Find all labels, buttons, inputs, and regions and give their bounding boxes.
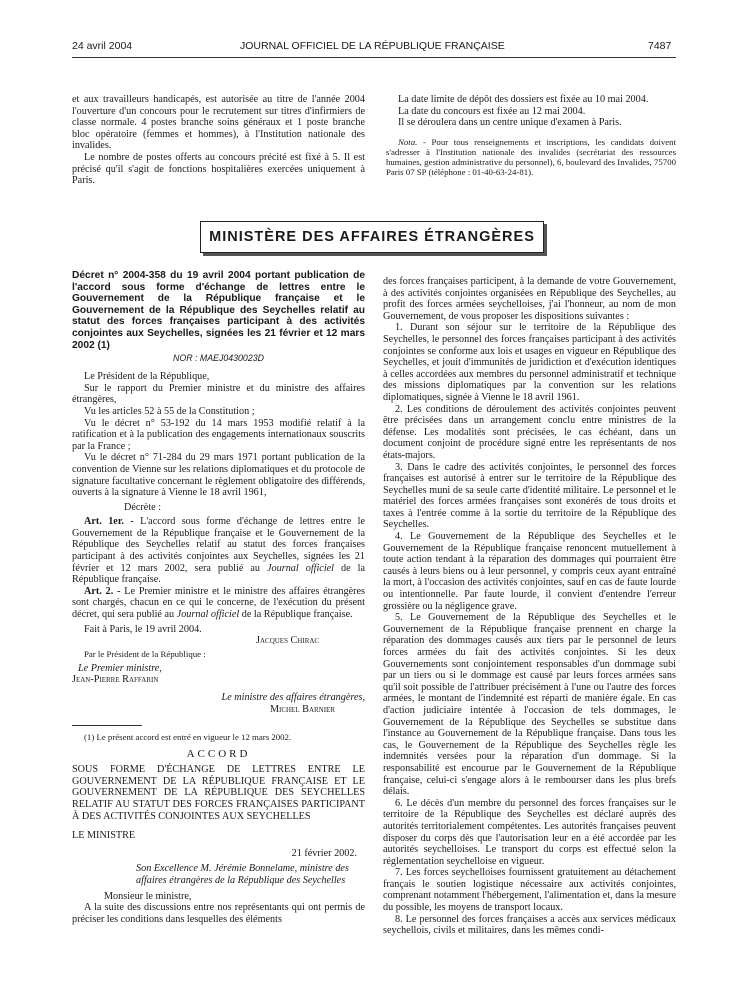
clause-6: 6. Le décès d'un membre du personnel des forces françaises sur le territoire de la République des Seychelles est déclaré auprès des autorités territorialement compétentes. Les autorités françaises peuvent disposer du corps dès que l'autorisation leur en a été accordée par les autorités seychelloises. Le transport du corps est effectué selon la réglementation seychelloise en vigueur.: [383, 797, 676, 867]
vu-clause: Vu le décret n° 71-284 du 29 mars 1971 portant publication de la convention de Vienne sur les relations diplomatiques et du protocole de signature facultative concernant le règlement obligatoire des différends, ouverts à la signature à Vienne le 18 avril 1961,: [72, 452, 365, 499]
vu-clause: Vu le décret n° 53-192 du 14 mars 1953 modifié relatif à la ratification et à la publication des engagements internationaux souscrits par la France ;: [72, 417, 365, 452]
header-rule: [72, 57, 676, 58]
top-right-column: [386, 94, 676, 177]
clause-3: 3. Dans le cadre des activités conjointes, le personnel des forces françaises est autorisé à entrer sur le territoire de la République des Seychelles muni de sa seule carte d'identité militaire. Le personnel et le matériel des forces armées françaises sont exonérés de tous droits et taxes à l'entrée comme à la sortie du territoire de la République des Seychelles.: [383, 461, 676, 531]
ministry-banner: MINISTÈRE DES AFFAIRES ÉTRANGÈRES: [200, 221, 544, 253]
nota-paragraph: [386, 137, 676, 177]
intro: Le Président de la République,: [84, 371, 210, 383]
decree-right-column: [383, 276, 676, 937]
le-ministre: LE MINISTRE: [72, 830, 136, 842]
clause-4: 4. Le Gouvernement de la République des Seychelles et le Gouvernement de la République française renoncent mutuellement à toute action tendant à la réparation des dommages qui pourraient être causés à leurs biens ou à leur personnel, y compris ceux ayant entraîné la mort, à l'occasion des activités conjointes, sauf en cas de faute lourde ou intentionnelle. Par faute lourde, il convient d'entendre l'erreur grossière ou la négligence grave.: [383, 531, 676, 612]
paragraph: Il se déroulera dans un centre unique d'examen à Paris.: [398, 117, 622, 129]
paragraph: La date du concours est fixée au 12 mai 2004.: [398, 105, 586, 117]
intro: Sur le rapport du Premier ministre et du ministre des affaires étrangères,: [72, 382, 365, 406]
clause-7: 7. Les forces seychelloises fournissent gratuitement au détachement français le soutien logistique nécessaire aux activités conjointes, comprenant notamment l'hébergement, l'alimentation et, dans la mesure du possible, les moyens de transport locaux.: [383, 867, 676, 914]
fait-a-paris: Fait à Paris, le 19 avril 2004.: [84, 623, 202, 635]
salutation: Monsieur le ministre,: [104, 890, 192, 902]
paragraph: des forces françaises participent, à la demande de votre Gouvernement, à des activités conjointes organisées en République des Seychelles, au profit des forces armées seychelloises, j'ai l'honneur, au nom de mon Gouvernement, de vous proposer les dispositions suivantes :: [383, 276, 676, 322]
nota-text: - Pour tous renseignements et inscriptions, les candidats doivent s'adresser à l'Institution nationale des invalides (secrétariat des ressources humaines, gestion administrative du personnel), 6, boulevard des Invalides, 75700 Paris 07 SP (téléphone : 01-40-63-24-81).: [386, 136, 676, 177]
letter-opening: A la suite des discussions entre nos représentants qui ont permis de préciser les conditions dans lesquelles des éléments: [72, 902, 365, 925]
decree-title: Décret n° 2004-358 du 19 avril 2004 portant publication de l'accord sous forme d'échange de lettres entre le Gouvernement de la République française et le Gouvernement de la République des Seychelles relatif au statut des forces françaises participant à des activités conjointes aux Seychelles, signées les 21 février et 12 mars 2002 (1): [72, 270, 365, 351]
accord-title: SOUS FORME D'ÉCHANGE DE LETTRES ENTRE LE GOUVERNEMENT DE LA RÉPUBLIQUE FRANÇAISE ET LE GOUVERNEMENT DE LA RÉPUBLIQUE DES SEYCHELLES RELATIF AU STATUT DES FORCES FRANÇAISES PARTICIPANT À DES ACTIVITÉS CONJOINTES AUX SEYCHELLES: [72, 764, 365, 822]
pm-name: Jean-Pierre Raffarin: [72, 674, 159, 686]
decrete: Décrète :: [124, 501, 162, 513]
footnote: (1) Le présent accord est entré en vigueur le 12 mars 2002.: [84, 732, 292, 743]
addressee: Son Excellence M. Jérémie Bonnelame, ministre des affaires étrangères de la République des Seychelles: [136, 863, 349, 886]
letter-date: 21 février 2002.: [291, 847, 357, 859]
paragraph: Le nombre de postes offerts au concours précité est fixé à 5. Il est précisé qu'il s'agit de fonctions hospitalières exercées uniquement à Paris.: [72, 151, 365, 187]
page-number: 7487: [648, 40, 672, 52]
clause-5: 5. Le Gouvernement de la République des Seychelles et le Gouvernement de la République française prennent en charge la réparation des dommages causés aux tiers par le personnel de leurs forces armées du fait des activités conjointes. Si les deux Gouvernements sont conjointement responsables d'un dommage subi par un tiers ou si le dommage est causé par leurs forces armées sans qu'il soit possible de l'attribuer précisément à l'une ou l'autre des forces armées, le montant de l'indemnité est réparti de manière égale. En cas d'action judiciaire intentée à l'occasion de tels dommages, le Gouvernement de la République des Seychelles se substitue dans l'instance au Gouvernement de la République française. Dans tous les cas, le Gouvernement de la République des Seychelles règle les indemnités versées pour la réparation d'un dommage. Si la responsabilité est encourue par le Gouvernement de la République française, celui-ci s'engage alors à le rembourser dans les plus brefs délais.: [383, 612, 676, 798]
par-le-president: Par le Président de la République :: [84, 648, 206, 659]
article-1: Art. 1er. - L'accord sous forme d'échange de lettres entre le Gouvernement de la République française et le Gouvernement de la République des Seychelles relatif au statut des forces françaises participant à des activités conjointes aux Seychelles, signées les 21 février et 12 mars 2002, sera publié au Journal officiel de la République française.: [72, 516, 366, 586]
page-date: 24 avril 2004: [72, 40, 133, 52]
clause-1: 1. Durant son séjour sur le territoire de la République des Seychelles, le personnel des forces françaises participant à des activités conjointes se conforme aux lois et usages en vigueur en République des Seychelles, et jouit d'immunités de juridiction et d'exécution identiques à celles accordées aux membres du personnel administratif et technique des missions diplomatiques par la convention sur les relations diplomatiques, signée à Vienne le 18 avril 1961.: [383, 322, 676, 403]
top-left-column: [72, 94, 365, 187]
vu-clause: Vu les articles 52 à 55 de la Constitution ;: [84, 405, 255, 417]
paragraph: et aux travailleurs handicapés, est autorisée au titre de l'année 2004 l'ouverture d'un concours pour le recrutement sur titres d'infirmiers de classe normale. 4 postes branche soins généraux et 1 poste branche bloc opératoire (femmes et hommes), à l'Institution nationale des invalides.: [72, 94, 365, 152]
nor-reference: NOR : MAEJ0430023D: [173, 353, 264, 364]
signer-name: Jacques Chirac: [256, 635, 320, 647]
pm-title: Le Premier ministre,: [78, 662, 162, 674]
accord-heading: ACCORD: [186, 748, 251, 761]
mae-name: Michel Barnier: [269, 703, 335, 715]
footnote-rule: [72, 725, 142, 726]
clause-8: 8. Le personnel des forces françaises a accès aux services médicaux seychellois, civils et militaires, dans les mêmes condi-: [383, 913, 676, 937]
article-2: Art. 2. - Le Premier ministre et le ministre des affaires étrangères sont chargés, chacun en ce qui le concerne, de l'exécution du présent décret, qui sera publié au Journal officiel de la République française.: [72, 585, 365, 621]
paragraph: La date limite de dépôt des dossiers est fixée au 10 mai 2004.: [398, 94, 649, 105]
decree-left-column: [72, 270, 365, 925]
journal-title: JOURNAL OFFICIEL DE LA RÉPUBLIQUE FRANÇAISE: [240, 40, 505, 52]
clause-2: 2. Les conditions de déroulement des activités conjointes peuvent être précisées dans un arrangement conclu entre ministres de la défense. Les modalités sont précisées, le cas échéant, dans un document conjoint de procédure signé entre les représentants de nos états-majors.: [383, 403, 676, 461]
mae-title: Le ministre des affaires étrangères,: [221, 692, 365, 703]
nota-label: Nota.: [398, 136, 418, 147]
